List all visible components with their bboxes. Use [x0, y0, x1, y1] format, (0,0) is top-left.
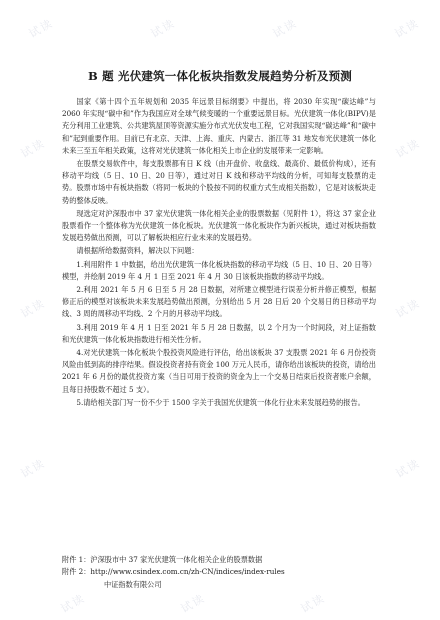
watermark-text: 试读 — [58, 591, 88, 616]
question-3: 3.利用 2019 年 4 月 1 日至 2021 年 5 月 28 日数据，以 2 个月为一个时间段，对上证指数和光伏建筑一体化板块指数进行相关性分析。 — [62, 322, 376, 344]
attachment-1: 附件 1：沪深股市中 37 家光伏建筑一体化相关企业的股票数据 — [62, 555, 263, 564]
watermark-text: 试读 — [178, 591, 208, 616]
document-title: B 题 光伏建筑一体化板块指数发展趋势分析及预测 — [87, 69, 353, 83]
watermark-text: 试读 — [392, 16, 422, 41]
attachments-section — [62, 554, 392, 591]
paragraph-kline: 在股票交易软件中，每支股票都有日 K 线（由开盘价、收盘线、最高价、最低价构成），还有移动平均线（5 日、10 日、20 日等），通过对日 K 线和移动平均线的分析，可知每支股票的走势。股票市场中有板块指数（将同一板块的个股按不同的权重方式生成相关指数），它是对该板块走势的整体反映。 — [62, 159, 376, 205]
organization-name: 中证指数有限公司 — [104, 579, 162, 589]
watermark-text: 试读 — [393, 456, 423, 481]
watermark-text: 试读 — [18, 456, 48, 481]
watermark-text: 试读 — [298, 591, 328, 616]
question-2: 2.利用 2021 年 5 月 6 日至 5 月 28 日数据，对所建立模型进行误差分析并修正模型，根据修正后的模型对该板块未来发展趋势做出预测，分别给出 5 月 28 日后 20 个交易日的日移动平均线、3 周的周移动平均线、2 个月的月移动平均线。 — [62, 285, 376, 319]
watermark-text: 试读 — [26, 16, 56, 41]
watermark-text: 试读 — [18, 296, 48, 321]
question-4: 4.对光伏建筑一体化板块个股投资风险进行评估，给出该板块 37 支股票 2021 年 6 月份投资风险由低到高的排序结果。假设投资者持有资金 100 万元人民币，请你给出该板块的投资，请给出 2021 年 6 月份的最优投资方案（当日可用于投资的资金为上一个交易日结束后投资者账户余额，且每日持股数不超过 5 支）。 — [62, 348, 376, 394]
watermark-text: 试读 — [270, 16, 300, 41]
question-1: 1.利用附件 1 中数据，给出光伏建筑一体化板块指数的移动平均线（5 日、10 日、20 日等）模型，并绘制 2019 年 4 月 1 日至 2021 年 4 月 30 日该板块指数的移动平均线。 — [62, 259, 376, 281]
paragraph-task-intro: 请根据所给数据资料，解决以下问题： — [76, 246, 199, 256]
document-body — [62, 96, 376, 410]
watermark-text: 试读 — [393, 136, 423, 161]
watermark-text: 试读 — [393, 296, 423, 321]
watermark-text: 试读 — [18, 136, 48, 161]
question-5: 5.请给相关部门写一份不少于 1500 字关于我国光伏建筑一体化行业未来发展趋势的报告。 — [76, 397, 365, 407]
paragraph-sector: 现选定对沪深股市中 37 家光伏建筑一体化相关企业的股票数据（见附件 1），将这 37 家企业股票看作一个整体称为光伏建筑一体化板块。光伏建筑一体化板块作为新兴板块，通过对板块指数发展趋势做出预测，可以了解板块相应行业未来的发展趋势。 — [62, 208, 376, 243]
watermark-text: 试读 — [148, 16, 178, 41]
paragraph-intro: 国家《第十四个五年规划和 2035 年远景目标纲要》中提出，将 2030 年实现“碳达峰”与 2060 年实现“碳中和”作为我国应对全球气候变暖的一个重要远景目标。光伏建筑一体化(BIPV)是充分利用工业建筑、公共建筑屋顶等资源实施分布式光伏发电工程，它对我国实现“碳达峰”和“碳中和”起到重要作用。目前已有北京、天津、上海、重庆、内蒙古、浙江等 31 地发布光伏建筑一体化未来三至五年相关政策，这将对光伏建筑一体化相关上市企业的发展带来一定影响。 — [62, 97, 376, 155]
attachment-2-link[interactable]: 附件 2：http://www.csindex.com.cn/zh-CN/indices/index-rules — [62, 567, 285, 577]
